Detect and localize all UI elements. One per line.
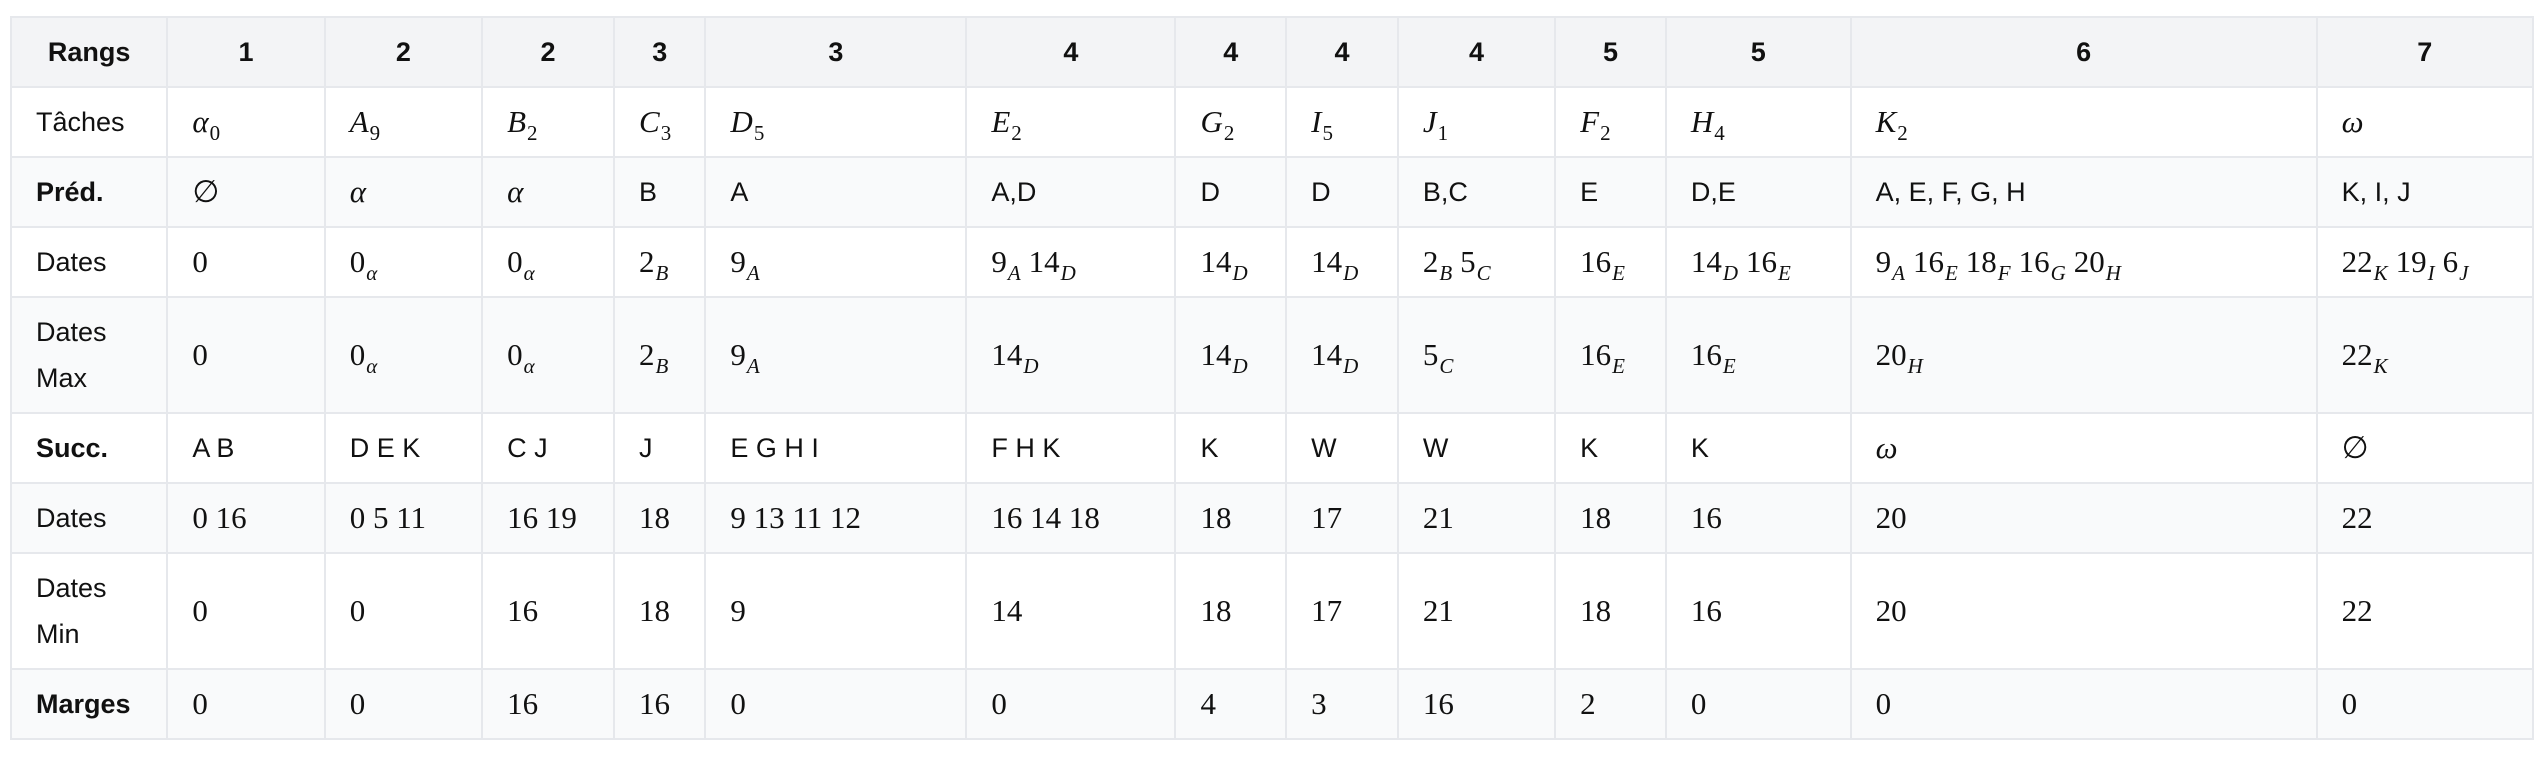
- marge-cell: 16: [1398, 669, 1555, 739]
- dates-max-cell: $0_\alpha$: [325, 297, 482, 413]
- rank-cell: 3: [705, 17, 966, 87]
- dates-cell: $16_E$: [1555, 227, 1666, 297]
- marge-cell: 0: [966, 669, 1175, 739]
- marges-row: [11, 669, 2533, 739]
- dates-cell: $14_D$: [1175, 227, 1286, 297]
- dates2-cell: 18: [1175, 483, 1286, 553]
- task-cell: $C_3$: [614, 87, 705, 157]
- dates-cell: 0: [167, 227, 324, 297]
- marge-cell: 16: [482, 669, 614, 739]
- succ-cell: ∅: [2317, 413, 2533, 483]
- dates-cell: $14_D$: [1286, 227, 1398, 297]
- row-label: Préd.: [11, 157, 167, 227]
- task-cell: $J_1$: [1398, 87, 1555, 157]
- dates2-cell: 0 16: [167, 483, 324, 553]
- rank-cell: 1: [167, 17, 324, 87]
- marge-cell: 2: [1555, 669, 1666, 739]
- dates-max-cell: $20_H$: [1851, 297, 2317, 413]
- dates-max-row: [11, 297, 2533, 413]
- dates-cell: $9_A$ $16_E$ $18_F$ $16_G$ $20_H$: [1851, 227, 2317, 297]
- task-cell: $D_5$: [705, 87, 966, 157]
- marge-cell: 0: [705, 669, 966, 739]
- dates2-cell: 0 5 11: [325, 483, 482, 553]
- marge-cell: 0: [1851, 669, 2317, 739]
- dates2-cell: 16: [1666, 483, 1851, 553]
- dates-min-cell: 9: [705, 553, 966, 669]
- dates2-row: [11, 483, 2533, 553]
- pred-cell: A,D: [966, 157, 1175, 227]
- task-cell: ω: [2317, 87, 2533, 157]
- succ-cell: J: [614, 413, 705, 483]
- pred-cell: α: [482, 157, 614, 227]
- dates-min-cell: 0: [325, 553, 482, 669]
- row-label: Succ.: [11, 413, 167, 483]
- dates-cell: $14_D$ $16_E$: [1666, 227, 1851, 297]
- dates-min-cell: 16: [1666, 553, 1851, 669]
- task-cell: $\alpha_0$: [167, 87, 324, 157]
- pred-cell: ∅: [167, 157, 324, 227]
- pred-cell: E: [1555, 157, 1666, 227]
- dates-cell: $9_A$ $14_D$: [966, 227, 1175, 297]
- dates-min-cell: 18: [614, 553, 705, 669]
- row-label: Dates Max: [11, 297, 167, 413]
- task-cell: $K_2$: [1851, 87, 2317, 157]
- dates-min-row: [11, 553, 2533, 669]
- dates-cell: $2_B$ $5_C$: [1398, 227, 1555, 297]
- dates-cell: $22_K$ $19_I$ $6_J$: [2317, 227, 2533, 297]
- rank-cell: 4: [1286, 17, 1398, 87]
- task-cell: $B_2$: [482, 87, 614, 157]
- dates-max-cell: $5_C$: [1398, 297, 1555, 413]
- pred-cell: D,E: [1666, 157, 1851, 227]
- rank-cell: 3: [614, 17, 705, 87]
- pred-cell: B,C: [1398, 157, 1555, 227]
- succ-cell: W: [1398, 413, 1555, 483]
- pred-cell: K, I, J: [2317, 157, 2533, 227]
- dates-min-cell: 17: [1286, 553, 1398, 669]
- task-cell: $E_2$: [966, 87, 1175, 157]
- dates-max-cell: $0_\alpha$: [482, 297, 614, 413]
- dates-max-cell: $16_E$: [1555, 297, 1666, 413]
- dates-min-cell: 18: [1175, 553, 1286, 669]
- dates-min-cell: 0: [167, 553, 324, 669]
- succ-cell: D E K: [325, 413, 482, 483]
- marge-cell: 0: [325, 669, 482, 739]
- dates2-cell: 18: [614, 483, 705, 553]
- rank-cell: 4: [1398, 17, 1555, 87]
- header-label: Rangs: [11, 17, 167, 87]
- marge-cell: 0: [2317, 669, 2533, 739]
- dates2-cell: 16 19: [482, 483, 614, 553]
- succ-cell: A B: [167, 413, 324, 483]
- dates-max-cell: $14_D$: [1286, 297, 1398, 413]
- pred-cell: D: [1286, 157, 1398, 227]
- succ-cell: C J: [482, 413, 614, 483]
- pred-cell: D: [1175, 157, 1286, 227]
- task-cell: $A_9$: [325, 87, 482, 157]
- succ-cell: W: [1286, 413, 1398, 483]
- dates-max-cell: $14_D$: [966, 297, 1175, 413]
- task-cell: $H_4$: [1666, 87, 1851, 157]
- row-label: Dates: [11, 227, 167, 297]
- dates-row: [11, 227, 2533, 297]
- dates-max-cell: $9_A$: [705, 297, 966, 413]
- succ-cell: K: [1555, 413, 1666, 483]
- rank-cell: 4: [966, 17, 1175, 87]
- rank-cell: 7: [2317, 17, 2533, 87]
- rank-cell: 4: [1175, 17, 1286, 87]
- dates2-cell: 20: [1851, 483, 2317, 553]
- row-label: Marges: [11, 669, 167, 739]
- dates-min-cell: 20: [1851, 553, 2317, 669]
- dates-max-cell: $2_B$: [614, 297, 705, 413]
- pred-cell: A, E, F, G, H: [1851, 157, 2317, 227]
- rank-cell: 5: [1555, 17, 1666, 87]
- marge-cell: 0: [167, 669, 324, 739]
- row-label: Dates Min: [11, 553, 167, 669]
- dates-cell: $0_\alpha$: [325, 227, 482, 297]
- dates-min-cell: 14: [966, 553, 1175, 669]
- task-cell: $F_2$: [1555, 87, 1666, 157]
- succ-cell: K: [1666, 413, 1851, 483]
- rank-cell: 5: [1666, 17, 1851, 87]
- scheduling-table: [10, 16, 2534, 740]
- dates-max-cell: $16_E$: [1666, 297, 1851, 413]
- dates2-cell: 18: [1555, 483, 1666, 553]
- dates2-cell: 22: [2317, 483, 2533, 553]
- dates2-cell: 9 13 11 12: [705, 483, 966, 553]
- rank-cell: 6: [1851, 17, 2317, 87]
- row-label: Tâches: [11, 87, 167, 157]
- pred-cell: α: [325, 157, 482, 227]
- dates-cell: $2_B$: [614, 227, 705, 297]
- succ-cell: K: [1175, 413, 1286, 483]
- task-cell: $G_2$: [1175, 87, 1286, 157]
- succ-cell: E G H I: [705, 413, 966, 483]
- task-cell: $I_5$: [1286, 87, 1398, 157]
- dates2-cell: 16 14 18: [966, 483, 1175, 553]
- row-label: Dates: [11, 483, 167, 553]
- dates2-cell: 21: [1398, 483, 1555, 553]
- succ-cell: F H K: [966, 413, 1175, 483]
- dates-cell: $9_A$: [705, 227, 966, 297]
- dates2-cell: 17: [1286, 483, 1398, 553]
- succ-cell: ω: [1851, 413, 2317, 483]
- pred-row: [11, 157, 2533, 227]
- dates-min-cell: 21: [1398, 553, 1555, 669]
- marge-cell: 4: [1175, 669, 1286, 739]
- dates-min-cell: 18: [1555, 553, 1666, 669]
- pred-cell: A: [705, 157, 966, 227]
- pred-cell: B: [614, 157, 705, 227]
- rank-cell: 2: [482, 17, 614, 87]
- dates-min-cell: 22: [2317, 553, 2533, 669]
- marge-cell: 0: [1666, 669, 1851, 739]
- marge-cell: 16: [614, 669, 705, 739]
- taches-row: [11, 87, 2533, 157]
- dates-cell: $0_\alpha$: [482, 227, 614, 297]
- dates-max-cell: $22_K$: [2317, 297, 2533, 413]
- dates-max-cell: 0: [167, 297, 324, 413]
- dates-min-cell: 16: [482, 553, 614, 669]
- rank-cell: 2: [325, 17, 482, 87]
- succ-row: [11, 413, 2533, 483]
- header-row: [11, 17, 2533, 87]
- marge-cell: 3: [1286, 669, 1398, 739]
- dates-max-cell: $14_D$: [1175, 297, 1286, 413]
